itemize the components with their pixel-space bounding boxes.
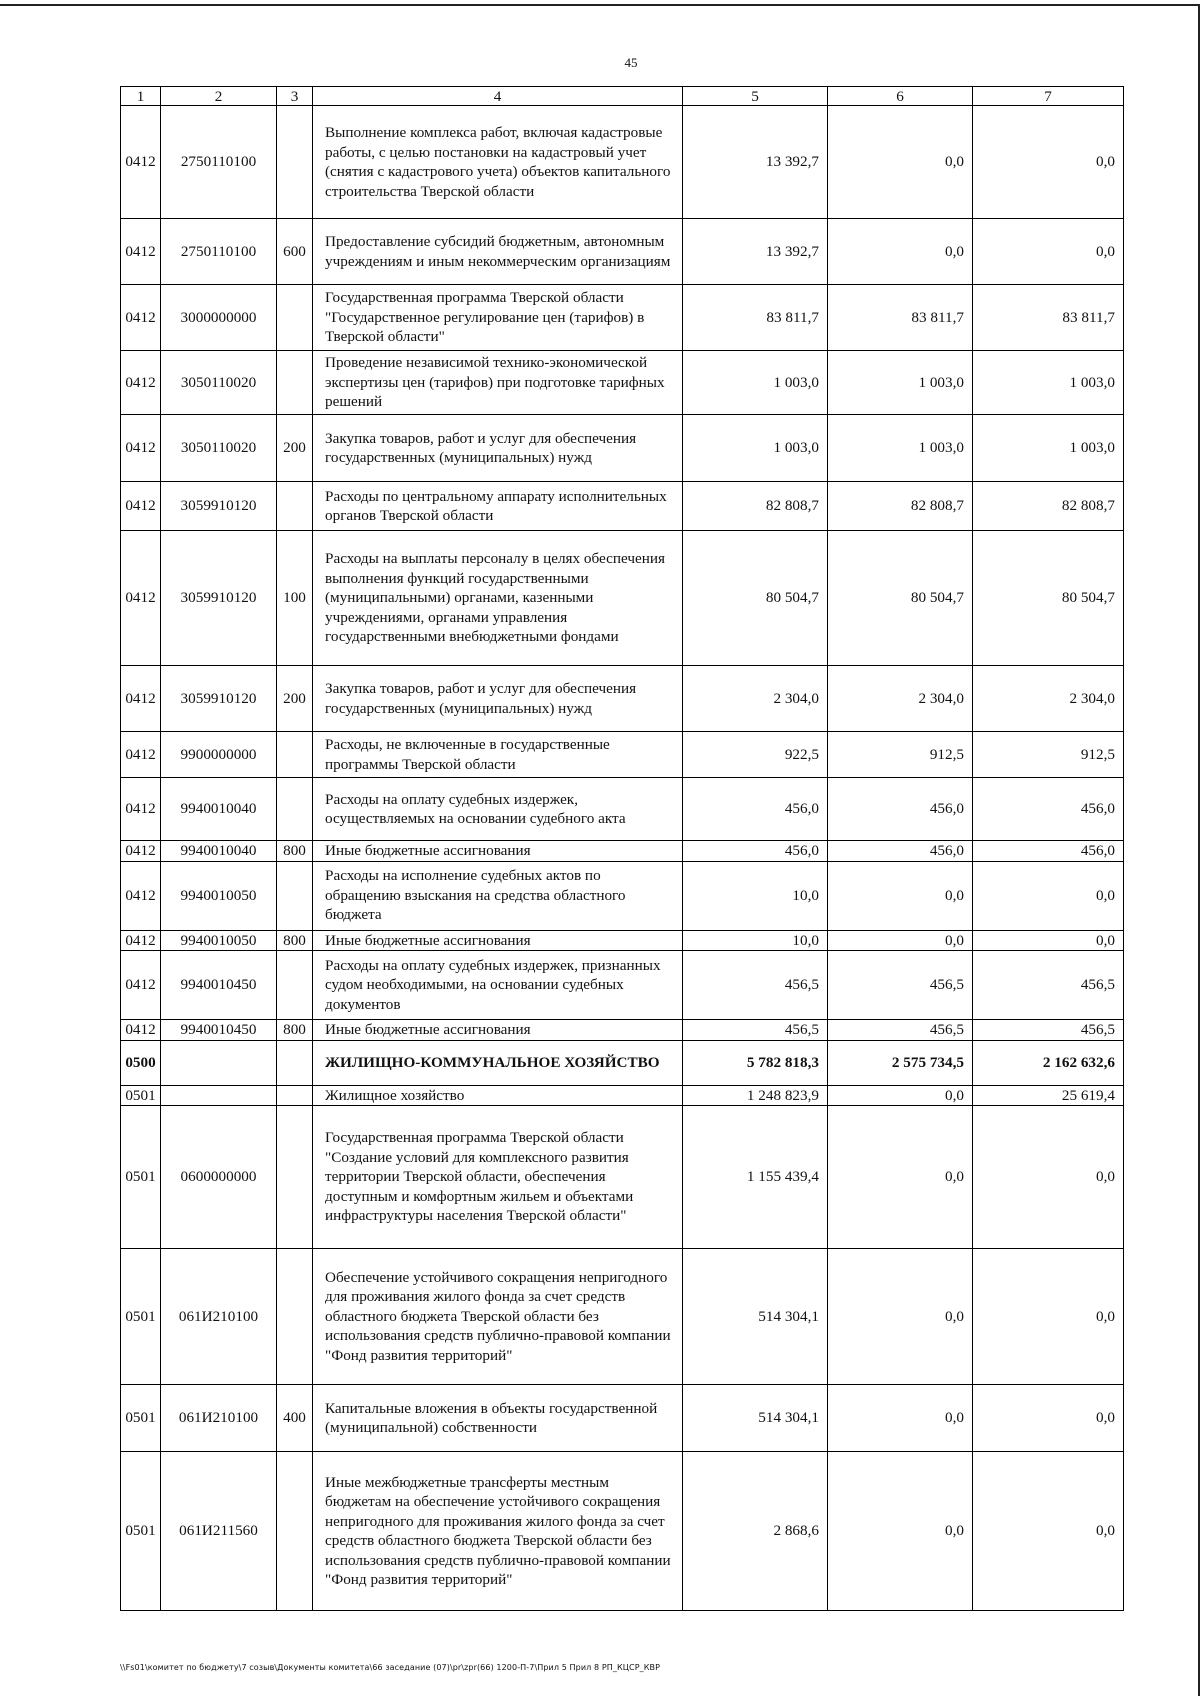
target-code: 9940010450 [161, 951, 277, 1020]
target-code [161, 1085, 277, 1106]
target-code: 9940010050 [161, 930, 277, 951]
amount-col6: 1 003,0 [828, 351, 973, 415]
amount-col7: 456,5 [973, 951, 1124, 1020]
amount-col7: 82 808,7 [973, 482, 1124, 531]
amount-col7: 0,0 [973, 1452, 1124, 1611]
expense-type-code [277, 1040, 313, 1085]
item-name: Расходы на оплату судебных издержек, признанных судом необходимыми, на основании судебных документов [313, 951, 683, 1020]
item-name: Иные бюджетные ассигнования [313, 841, 683, 862]
amount-col7: 80 504,7 [973, 531, 1124, 666]
amount-col6: 83 811,7 [828, 285, 973, 351]
target-code: 2750110100 [161, 106, 277, 219]
amount-col6: 456,5 [828, 951, 973, 1020]
table-row [121, 841, 1124, 862]
item-name: Расходы по центральному аппарату исполнительных органов Тверской области [313, 482, 683, 531]
table-row [121, 1385, 1124, 1452]
amount-col7: 2 304,0 [973, 666, 1124, 732]
amount-col7: 0,0 [973, 1106, 1124, 1249]
item-name: Предоставление субсидий бюджетным, автономным учреждениям и иным некоммерческим организациям [313, 219, 683, 285]
amount-col7: 0,0 [973, 219, 1124, 285]
target-code: 9940010050 [161, 861, 277, 930]
amount-col5: 1 003,0 [683, 415, 828, 482]
amount-col6: 1 003,0 [828, 415, 973, 482]
section-code: 0412 [121, 285, 161, 351]
table-row [121, 666, 1124, 732]
table-row [121, 778, 1124, 841]
amount-col5: 10,0 [683, 861, 828, 930]
section-code: 0412 [121, 482, 161, 531]
section-code: 0501 [121, 1452, 161, 1611]
amount-col7: 0,0 [973, 106, 1124, 219]
item-name: Расходы на исполнение судебных актов по обращению взыскания на средства областного бюджета [313, 861, 683, 930]
expense-type-code: 200 [277, 666, 313, 732]
item-name: Закупка товаров, работ и услуг для обеспечения государственных (муниципальных) нужд [313, 666, 683, 732]
table-row [121, 732, 1124, 778]
section-code: 0412 [121, 106, 161, 219]
amount-col6: 0,0 [828, 861, 973, 930]
item-name: Расходы на оплату судебных издержек, осуществляемых на основании судебного акта [313, 778, 683, 841]
table-row [121, 415, 1124, 482]
amount-col7: 83 811,7 [973, 285, 1124, 351]
amount-col7: 2 162 632,6 [973, 1040, 1124, 1085]
amount-col7: 0,0 [973, 861, 1124, 930]
target-code: 9940010040 [161, 778, 277, 841]
expense-type-code [277, 778, 313, 841]
expense-type-code [277, 951, 313, 1020]
amount-col6: 0,0 [828, 106, 973, 219]
target-code: 061И210100 [161, 1249, 277, 1385]
section-code: 0501 [121, 1249, 161, 1385]
item-name: Государственная программа Тверской области "Создание условий для комплексного развития территории Тверской области, обеспечения доступным и комфортным жильем и объектами инфраструктуры населения Тверской области" [313, 1106, 683, 1249]
header-row [121, 87, 1124, 106]
amount-col7: 25 619,4 [973, 1085, 1124, 1106]
amount-col6: 0,0 [828, 1385, 973, 1452]
amount-col6: 456,5 [828, 1020, 973, 1041]
section-code: 0412 [121, 1020, 161, 1041]
column-header: 3 [277, 87, 313, 106]
table-row [121, 285, 1124, 351]
section-code: 0500 [121, 1040, 161, 1085]
section-code: 0412 [121, 666, 161, 732]
amount-col5: 80 504,7 [683, 531, 828, 666]
target-code [161, 1040, 277, 1085]
amount-col7: 1 003,0 [973, 415, 1124, 482]
item-name: Расходы, не включенные в государственные программы Тверской области [313, 732, 683, 778]
expense-type-code [277, 1085, 313, 1106]
section-code: 0412 [121, 951, 161, 1020]
item-name: Расходы на выплаты персоналу в целях обеспечения выполнения функций государственными (муниципальными) органами, казенными учреждениями, органами управления государственными внебюджетными фондами [313, 531, 683, 666]
amount-col5: 2 868,6 [683, 1452, 828, 1611]
amount-col5: 456,5 [683, 1020, 828, 1041]
table-row [121, 951, 1124, 1020]
table-row [121, 1020, 1124, 1041]
page-border-top [0, 4, 1200, 6]
item-name: Закупка товаров, работ и услуг для обеспечения государственных (муниципальных) нужд [313, 415, 683, 482]
amount-col6: 2 575 734,5 [828, 1040, 973, 1085]
amount-col7: 456,0 [973, 841, 1124, 862]
expense-type-code [277, 106, 313, 219]
target-code: 3059910120 [161, 531, 277, 666]
section-code: 0412 [121, 219, 161, 285]
amount-col5: 1 248 823,9 [683, 1085, 828, 1106]
target-code: 2750110100 [161, 219, 277, 285]
item-name: Жилищное хозяйство [313, 1085, 683, 1106]
section-code: 0412 [121, 841, 161, 862]
item-name: Иные бюджетные ассигнования [313, 1020, 683, 1041]
item-name: Государственная программа Тверской области "Государственное регулирование цен (тарифов) в Тверской области" [313, 285, 683, 351]
page-number: 45 [624, 55, 638, 70]
column-header: 7 [973, 87, 1124, 106]
amount-col6: 912,5 [828, 732, 973, 778]
amount-col5: 514 304,1 [683, 1249, 828, 1385]
amount-col6: 2 304,0 [828, 666, 973, 732]
expense-type-code: 600 [277, 219, 313, 285]
amount-col6: 0,0 [828, 1452, 973, 1611]
expense-type-code: 800 [277, 930, 313, 951]
amount-col6: 456,0 [828, 778, 973, 841]
target-code: 3059910120 [161, 666, 277, 732]
target-code: 0600000000 [161, 1106, 277, 1249]
amount-col5: 514 304,1 [683, 1385, 828, 1452]
section-code: 0412 [121, 861, 161, 930]
amount-col7: 0,0 [973, 1249, 1124, 1385]
table-row [121, 531, 1124, 666]
section-code: 0501 [121, 1385, 161, 1452]
amount-col7: 912,5 [973, 732, 1124, 778]
item-name: Обеспечение устойчивого сокращения непригодного для проживания жилого фонда за счет средств областного бюджета Тверской области без использования средств публично-правовой компании "Фонд развития территорий" [313, 1249, 683, 1385]
amount-col6: 82 808,7 [828, 482, 973, 531]
expense-type-code [277, 1452, 313, 1611]
column-header: 4 [313, 87, 683, 106]
item-name: Капитальные вложения в объекты государственной (муниципальной) собственности [313, 1385, 683, 1452]
section-code: 0501 [121, 1085, 161, 1106]
amount-col5: 922,5 [683, 732, 828, 778]
amount-col5: 5 782 818,3 [683, 1040, 828, 1085]
amount-col5: 10,0 [683, 930, 828, 951]
amount-col6: 0,0 [828, 1106, 973, 1249]
expense-type-code [277, 285, 313, 351]
target-code: 3050110020 [161, 415, 277, 482]
column-header: 2 [161, 87, 277, 106]
amount-col7: 0,0 [973, 1385, 1124, 1452]
amount-col5: 456,5 [683, 951, 828, 1020]
column-header: 6 [828, 87, 973, 106]
table-row [121, 861, 1124, 930]
expense-type-code: 200 [277, 415, 313, 482]
target-code: 9900000000 [161, 732, 277, 778]
expense-type-code: 100 [277, 531, 313, 666]
expense-type-code: 400 [277, 1385, 313, 1452]
column-header: 5 [683, 87, 828, 106]
item-name: ЖИЛИЩНО-КОММУНАЛЬНОЕ ХОЗЯЙСТВО [313, 1040, 683, 1085]
amount-col5: 456,0 [683, 841, 828, 862]
amount-col5: 83 811,7 [683, 285, 828, 351]
table-row [121, 1085, 1124, 1106]
section-code: 0412 [121, 415, 161, 482]
amount-col5: 2 304,0 [683, 666, 828, 732]
section-code: 0412 [121, 778, 161, 841]
column-header: 1 [121, 87, 161, 106]
expense-type-code: 800 [277, 841, 313, 862]
item-name: Иные межбюджетные трансферты местным бюджетам на обеспечение устойчивого сокращения непригодного для проживания жилого фонда за счет средств областного бюджета Тверской области без использования средств публично-правовой компании "Фонд развития территорий" [313, 1452, 683, 1611]
expense-type-code [277, 351, 313, 415]
amount-col7: 1 003,0 [973, 351, 1124, 415]
target-code: 3059910120 [161, 482, 277, 531]
amount-col5: 456,0 [683, 778, 828, 841]
amount-col5: 1 155 439,4 [683, 1106, 828, 1249]
item-name: Проведение независимой технико-экономической экспертизы цен (тарифов) при подготовке тарифных решений [313, 351, 683, 415]
section-code: 0412 [121, 930, 161, 951]
budget-table [120, 86, 1124, 1611]
section-code: 0412 [121, 351, 161, 415]
target-code: 061И211560 [161, 1452, 277, 1611]
amount-col5: 13 392,7 [683, 106, 828, 219]
target-code: 3000000000 [161, 285, 277, 351]
item-name: Иные бюджетные ассигнования [313, 930, 683, 951]
amount-col7: 0,0 [973, 930, 1124, 951]
amount-col6: 456,0 [828, 841, 973, 862]
table-row [121, 351, 1124, 415]
table-row [121, 1040, 1124, 1085]
section-code: 0412 [121, 531, 161, 666]
amount-col6: 80 504,7 [828, 531, 973, 666]
section-code: 0501 [121, 1106, 161, 1249]
table-row [121, 219, 1124, 285]
amount-col6: 0,0 [828, 219, 973, 285]
target-code: 3050110020 [161, 351, 277, 415]
table-row [121, 930, 1124, 951]
target-code: 061И210100 [161, 1385, 277, 1452]
amount-col5: 1 003,0 [683, 351, 828, 415]
item-name: Выполнение комплекса работ, включая кадастровые работы, с целью постановки на кадастровый учет (снятия с кадастрового учета) объектов капитального строительства Тверской области [313, 106, 683, 219]
table-row [121, 482, 1124, 531]
target-code: 9940010040 [161, 841, 277, 862]
amount-col6: 0,0 [828, 930, 973, 951]
expense-type-code [277, 861, 313, 930]
amount-col6: 0,0 [828, 1085, 973, 1106]
target-code: 9940010450 [161, 1020, 277, 1041]
expense-type-code [277, 732, 313, 778]
amount-col5: 13 392,7 [683, 219, 828, 285]
expense-type-code: 800 [277, 1020, 313, 1041]
section-code: 0412 [121, 732, 161, 778]
expense-type-code [277, 1106, 313, 1249]
amount-col5: 82 808,7 [683, 482, 828, 531]
table-row [121, 1452, 1124, 1611]
amount-col6: 0,0 [828, 1249, 973, 1385]
amount-col7: 456,5 [973, 1020, 1124, 1041]
table-row [121, 1106, 1124, 1249]
expense-type-code [277, 482, 313, 531]
table-row [121, 106, 1124, 219]
table-row [121, 1249, 1124, 1385]
amount-col7: 456,0 [973, 778, 1124, 841]
expense-type-code [277, 1249, 313, 1385]
file-path-footer: \\Fs01\комитет по бюджету\7 созыв\Документы комитета\66 заседание (07)\pr\zpr(66) 1200-П-7\Прил 5 Прил 8 РП_КЦСР_КВР [120, 1663, 661, 1672]
